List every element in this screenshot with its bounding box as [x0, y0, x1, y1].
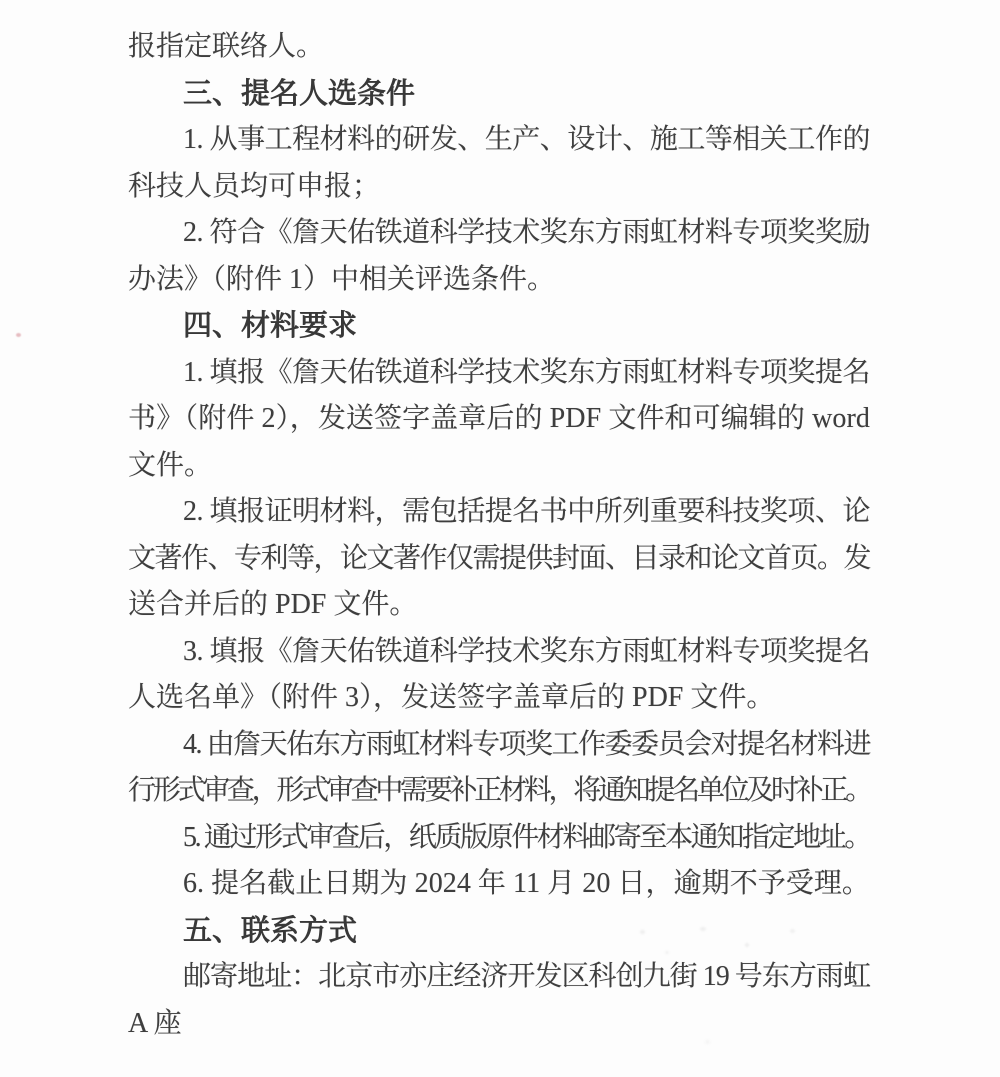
line-materials-item4-a: [0, 722, 1000, 769]
document-body: [0, 24, 1000, 1047]
section-heading-material-requirements: [0, 303, 1000, 350]
line-intro-fragment: [0, 24, 1000, 71]
line-materials-item2-a: [0, 489, 1000, 536]
line-text: 2. 符合《詹天佑铁道科学技术奖东方雨虹材料专项奖奖励: [183, 217, 870, 248]
line-text: 书》（附件 2），发送签字盖章后的 PDF 文件和可编辑的 word: [128, 403, 870, 434]
line-text: 1. 从事工程材料的研发、生产、设计、施工等相关工作的: [183, 124, 870, 155]
line-materials-item2-c: [0, 582, 1000, 629]
line-text: 1. 填报《詹天佑铁道科学技术奖东方雨虹材料专项奖提名: [183, 356, 870, 388]
line-mailing-address-a: [0, 954, 1000, 1001]
line-text: 科技人员均可申报；: [128, 170, 381, 202]
line-materials-item3-a: [0, 629, 1000, 676]
section-heading-nominee-criteria: [0, 71, 1000, 118]
line-text: 送合并后的 PDF 文件。: [128, 589, 418, 620]
line-materials-item3-b: [0, 675, 1000, 722]
line-text: 人选名单》（附件 3），发送签字盖章后的 PDF 文件。: [128, 682, 775, 713]
heading-text: 四、材料要求: [183, 310, 358, 342]
line-materials-item1-c: [0, 443, 1000, 490]
line-text: 6. 提名截止日期为 2024 年 11 月 20 日，逾期不予受理。: [183, 868, 870, 899]
line-materials-item1-a: [0, 350, 1000, 397]
line-text: 5. 通过形式审查后，纸质版原件材料邮寄至本通知指定地址。: [183, 821, 870, 853]
line-text: A 座: [128, 1007, 182, 1039]
line-text: 文著作、专利等，论文著作仅需提供封面、目录和论文首页。发: [128, 542, 870, 574]
line-criteria-item2-a: [0, 210, 1000, 257]
line-text: 报指定联络人。: [128, 31, 325, 62]
line-criteria-item2-b: [0, 257, 1000, 304]
line-mailing-address-b: [0, 1001, 1000, 1048]
line-materials-item6-deadline: [0, 861, 1000, 908]
line-materials-item1-b: [0, 396, 1000, 443]
line-text: 2. 填报证明材料，需包括提名书中所列重要科技奖项、论: [183, 496, 870, 527]
line-text: 文件。: [128, 449, 213, 481]
line-criteria-item1-b: [0, 164, 1000, 211]
line-text: 行形式审查，形式审查中需要补正材料，将通知提名单位及时补正。: [128, 775, 870, 806]
heading-text: 三、提名人选条件: [183, 77, 416, 110]
line-text: 4. 由詹天佑东方雨虹材料专项奖工作委委员会对提名材料进: [183, 728, 870, 760]
line-text: 3. 填报《詹天佑铁道科学技术奖东方雨虹材料专项奖提名: [183, 635, 870, 667]
line-materials-item2-b: [0, 536, 1000, 583]
heading-text: 五、联系方式: [183, 914, 358, 947]
line-text: 邮寄地址：北京市亦庄经济开发区科创九街 19 号东方雨虹: [183, 961, 870, 992]
section-heading-contact-info: [0, 908, 1000, 955]
line-text: 办法》（附件 1）中相关评选条件。: [128, 263, 556, 295]
line-criteria-item1-a: [0, 117, 1000, 164]
line-materials-item4-b: [0, 768, 1000, 815]
line-materials-item5: [0, 815, 1000, 862]
